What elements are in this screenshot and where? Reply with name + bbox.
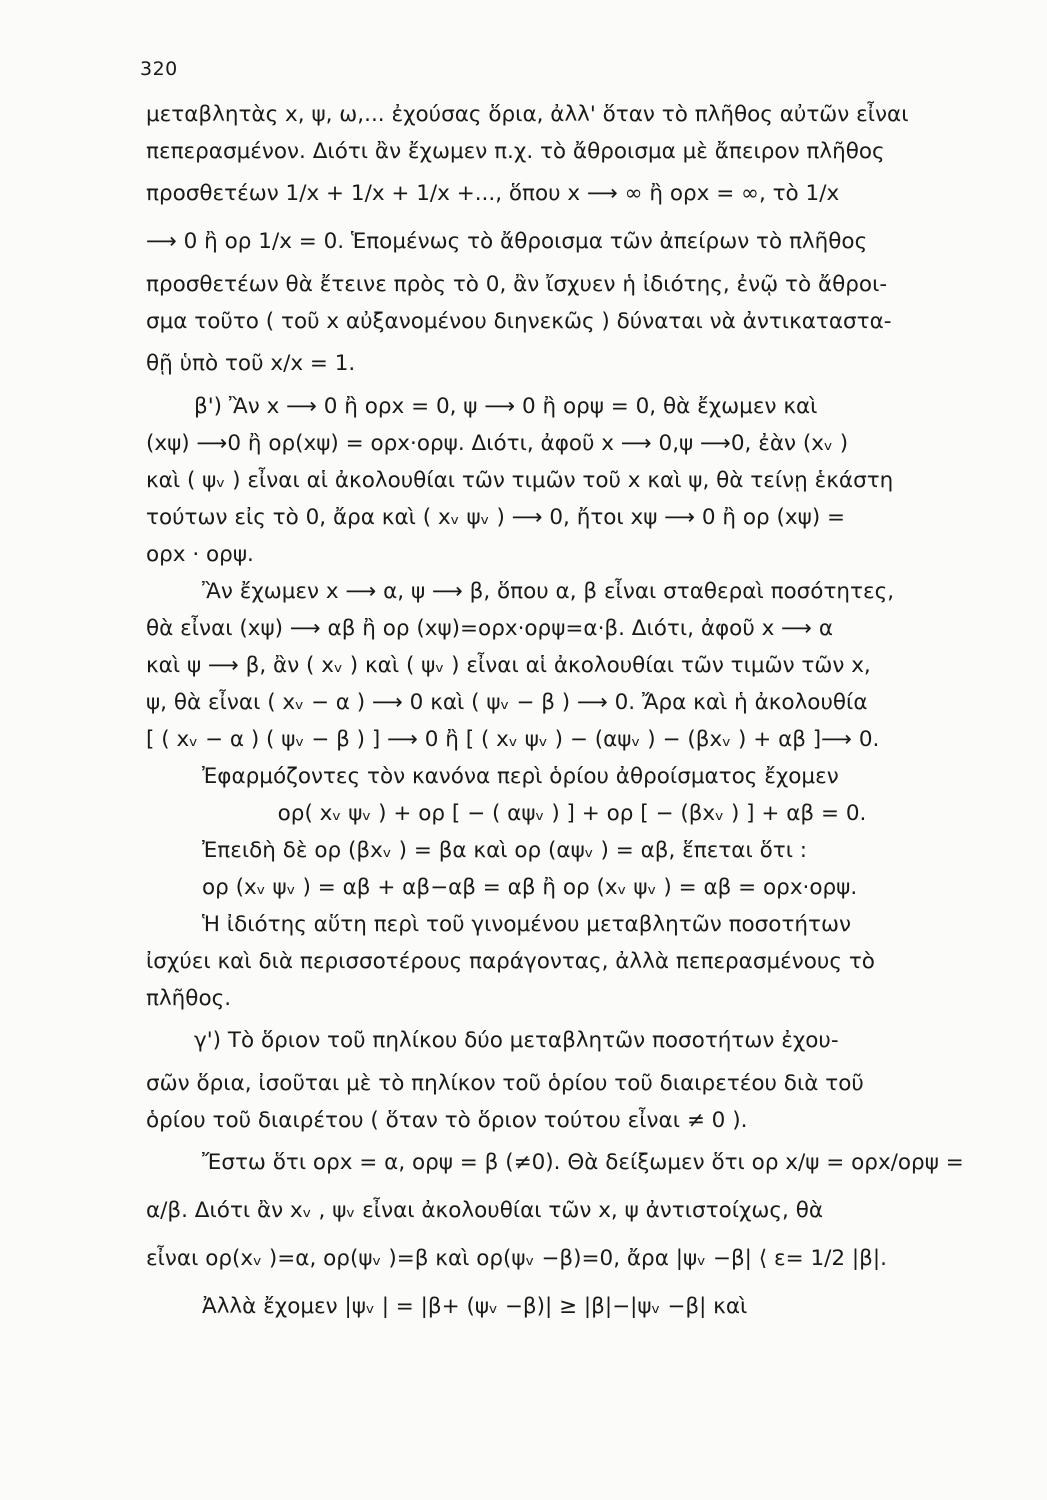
text-line: [ ( xᵥ − α ) ( ψᵥ − β ) ] ⟶ 0 ἢ [ ( xᵥ ψᵥ ) − (αψᵥ ) − (βxᵥ ) + αβ ]⟶ 0. xyxy=(146,726,880,752)
text-line: ⟶ 0 ἢ ορ 1/x = 0. Ἑπομένως τὸ ἄθροισμα τῶν ἀπείρων τὸ πλῆθος xyxy=(146,229,868,255)
text-line: ὁρίου τοῦ διαιρέτου ( ὅταν τὸ ὅριον τούτου εἶναι ≠ 0 ). xyxy=(146,1107,748,1133)
text-line: σῶν ὅρια, ἰσοῦται μὲ τὸ πηλίκον τοῦ ὁρίου τοῦ διαιρετέου διὰ τοῦ xyxy=(146,1070,864,1096)
page-number: 320 xyxy=(140,58,178,80)
text-line: (xψ) ⟶0 ἢ ορ(xψ) = ορx·ορψ. Διότι, ἀφοῦ x ⟶ 0,ψ ⟶0, ἐὰν (xᵥ ) xyxy=(146,430,849,456)
text-line: Ἐπειδὴ δὲ ορ (βxᵥ ) = βα καὶ ορ (αψᵥ ) = αβ, ἕπεται ὅτι : xyxy=(202,837,808,863)
text-line: Ἔστω ὅτι ορx = α, ορψ = β (≠0). Θὰ δείξωμεν ὅτι ορ x/ψ = ορx/ορψ = xyxy=(202,1150,964,1176)
text-line: τούτων εἰς τὸ 0, ἄρα καὶ ( xᵥ ψᵥ ) ⟶ 0, ἤτοι xψ ⟶ 0 ἢ ορ (xψ) = xyxy=(146,504,846,530)
text-line: σμα τοῦτο ( τοῦ x αὐξανομένου διηνεκῶς ) δύναται νὰ ἀντικαταστα- xyxy=(146,308,892,334)
body-text xyxy=(146,96,964,1331)
text-line: καὶ ψ ⟶ β, ἂν ( xᵥ ) καὶ ( ψᵥ ) εἶναι αἱ ἀκολουθίαι τῶν τιμῶν τῶν x, xyxy=(146,652,871,678)
text-line: Ἀλλὰ ἔχομεν |ψᵥ | = |β+ (ψᵥ −β)| ≥ |β|−|ψᵥ −β| καὶ xyxy=(202,1294,748,1320)
text-line: πλῆθος. xyxy=(146,985,232,1011)
text-line: α/β. Διότι ἂν xᵥ , ψᵥ εἶναι ἀκολουθίαι τῶν x, ψ ἀντιστοίχως, θὰ xyxy=(146,1198,824,1224)
text-line: προσθετέων θὰ ἔτεινε πρὸς τὸ 0, ἂν ἴσχυεν ἡ ἰδιότης, ἐνῷ τὸ ἄθροι- xyxy=(146,271,888,297)
text-line: Ἡ ἰδιότης αὕτη περὶ τοῦ γινομένου μεταβλητῶν ποσοτήτων xyxy=(202,911,851,937)
text-line: προσθετέων 1/x + 1/x + 1/x +..., ὅπου x ⟶ ∞ ἢ ορx = ∞, τὸ 1/x xyxy=(146,181,840,207)
text-line: ψ, θὰ εἶναι ( xᵥ − α ) ⟶ 0 καὶ ( ψᵥ − β ) ⟶ 0. Ἄρα καὶ ἡ ἀκολουθία xyxy=(146,689,868,715)
equation-line: ορ( xᵥ ψᵥ ) + ορ [ − ( αψᵥ ) ] + ορ [ − (βxᵥ ) ] + αβ = 0. xyxy=(277,800,867,826)
text-line: εἶναι ορ(xᵥ )=α, ορ(ψᵥ )=β καὶ ορ(ψᵥ −β)=0, ἄρα |ψᵥ −β| ⟨ ε= 1/2 |β|. xyxy=(146,1246,887,1272)
text-line: θὰ εἶναι (xψ) ⟶ αβ ἢ ορ (xψ)=ορx·ορψ=α·β. Διότι, ἀφοῦ x ⟶ α xyxy=(146,615,833,641)
text-line: πεπερασμένον. Διότι ἂν ἔχωμεν π.χ. τὸ ἄθροισμα μὲ ἄπειρον πλῆθος xyxy=(146,138,885,164)
equation-line: ορ (xᵥ ψᵥ ) = αβ + αβ−αβ = αβ ἢ ορ (xᵥ ψᵥ ) = αβ = ορx·ορψ. xyxy=(202,874,858,900)
text-line: καὶ ( ψᵥ ) εἶναι αἱ ἀκολουθίαι τῶν τιμῶν τοῦ x καὶ ψ, θὰ τείνῃ ἑκάστη xyxy=(146,467,894,493)
text-line: ἰσχύει καὶ διὰ περισσοτέρους παράγοντας, ἀλλὰ πεπερασμένους τὸ xyxy=(146,948,875,974)
text-line: Ἐφαρμόζοντες τὸν κανόνα περὶ ὁρίου ἀθροίσματος ἔχομεν xyxy=(202,763,839,789)
text-line: Ἂν ἔχωμεν x ⟶ α, ψ ⟶ β, ὅπου α, β εἶναι σταθεραὶ ποσότητες, xyxy=(202,578,895,604)
text-line: μεταβλητὰς x, ψ, ω,... ἐχούσας ὅρια, ἀλλ' ὅταν τὸ πλῆθος αὐτῶν εἶναι xyxy=(146,101,909,127)
text-line: β') Ἂν x ⟶ 0 ἢ ορx = 0, ψ ⟶ 0 ἢ ορψ = 0, θὰ ἔχωμεν καὶ xyxy=(194,393,818,419)
text-line: ορx · ορψ. xyxy=(146,541,254,567)
text-line: θῇ ὑπὸ τοῦ x/x = 1. xyxy=(146,351,356,377)
text-line: γ') Τὸ ὅριον τοῦ πηλίκου δύο μεταβλητῶν ποσοτήτων ἐχου- xyxy=(194,1028,839,1054)
